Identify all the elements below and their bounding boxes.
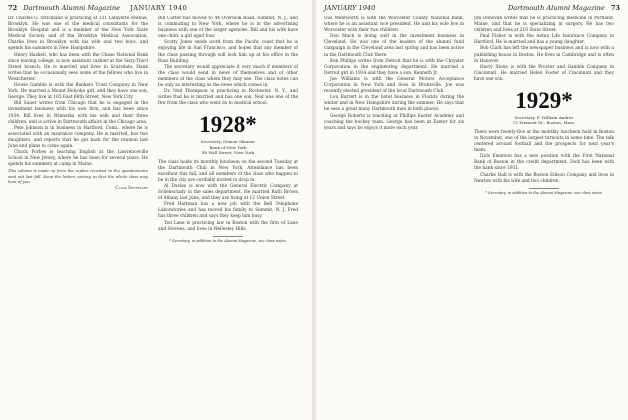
paragraph: The class holds its monthly luncheon on the second Tuesday at the Dartmouth Club in New York. Attendance has been excellent this fall, and all members of the class who happen to be in the city are cordially invited to drop in. [158,159,298,183]
paragraph: Bob Clark has left the newspaper business and is now with a publishing house in Boston. He lives in Cambridge and is often in Hanover. [474,46,614,64]
footnote: * Secretary, in addition to the Alumni Magazine, see class notes. [169,238,287,243]
paragraph: Don Mack is doing well in the investment business in Cleveland. He was one of the leaders of the alumni fund campaign in the Cleveland area last spring and has been active in the Dartmouth Club there. [324,34,464,58]
page-number: 73 [610,4,620,12]
running-head-right [324,4,375,12]
paragraph: Bill Carter has moved to 44 Overlook Road, Summit, N. J., and is commuting to New York, where he is in the advertising business with one of the larger agencies. Bill and his wife have one child, a girl aged four. [158,16,298,40]
secretary-address-2: 48 Wall Street, New York [201,150,255,156]
right-column-1 [324,16,464,195]
paragraph: Fred Hartman has a new job with the Bell Telephone Laboratories and has moved his family to Summit, N. J. Fred has three children and says they keep him busy. [158,202,298,220]
publication-title: Dartmouth Alumni Magazine [23,4,121,12]
paragraph: Chuck Forbes is teaching English at the Lawrenceville School in New Jersey, where he has been for several years. He spends his summers at camp in Maine. [8,150,148,168]
issue-date: JANUARY 1940 [130,4,188,12]
paragraph: Dick Emerson has a new position with the First National Bank of Boston in the credit department. Dick has been with the bank since 1931. [474,154,614,172]
secretary-address-1: 73 Tremont St., Boston, Mass. [512,120,576,126]
paragraph: George Roberts is teaching at Phillips Exeter Academy and coaching the hockey team. George has been at Exeter for six years and says he enjoys it more each year. [324,113,464,131]
left-column-1 [8,16,148,244]
paragraph: Joe Williams is with the General Motors Acceptance Corporation in New York and lives in Bronxville. Joe was recently elected president of the local Dartmouth Club. [324,76,464,95]
paragraph: Henry Haskell, who has been with the Chase National Bank since leaving college, is now assistant cashier at the Sixty-Third Street branch. He is married and lives in Scarsdale; Hank writes that he occasionally sees some of the fellows who live in Westchester. [8,52,148,82]
paragraph: Dr. Charles G. Strickland is practicing at 131 Lafayette Avenue, Brooklyn. He was one of the medical consultants for the Brooklyn Hospital and is a member of the New York State Medical Society and of the Brooklyn Medical Association. Charlie lives in Brooklyn with his wife and two boys, and spends his summers in New Hampshire. [8,16,148,52]
paragraph: There were twenty-five at the monthly luncheon held in Boston in November, one of the largest turnouts in some time. The talk centered around football and the prospects for next year's team. [474,129,614,154]
class-year-heading: 1929* [515,88,573,114]
running-head-left [8,4,187,12]
paragraph: Lou Barrett is in the hotel business in Florida during the winter and in New Hampshire during the summer. He says that he sees a great many Dartmouth men in both places. [324,95,464,113]
secretary-info [158,139,298,155]
paragraph: Bill Sauer writes from Chicago that he is engaged in the investment business with his own firm, and has been since 1934. Bill lives in Winnetka with his wife and their three children, and is active in Dartmouth affairs in the Chicago area. [8,101,148,125]
running-head-right-title [508,4,620,12]
editor-note: This column is made up from the replies received to the questionnaire sent out last fall. Keep the letters coming so that the whole class may hear of you. [8,168,148,184]
footnote: * Secretary, in addition to the Alumni Magazine, see class notes. [485,190,603,195]
paragraph: Scotty Jones sends word from the Pacific coast that he is enjoying life in San Francisco, and hopes that any member of the class passing through will look him up at his office in the Russ Building. [158,40,298,64]
paragraph: Ken Phillips writes from Detroit that he is with the Chrysler Corporation in the engineering department. He married a Detroit girl in 1934 and they have a son, Kenneth Jr. [324,58,464,76]
publication-title: Dartmouth Alumni Magazine [507,4,605,12]
right-column-2 [474,16,614,195]
issue-date: JANUARY 1940 [324,4,376,12]
paragraph: Jim Donovan writes that he is practicing medicine in Portland, Maine, and that he is specializing in surgery. He has two children and lives at 210 State Street. [474,16,614,34]
paragraph: Howie Gamble is with the Bankers Trust Company in New York. He married a Mount Holyoke girl, and they have one son, George. They live at 165 East 66th Street, New York City. [8,83,148,101]
paragraph: The secretary would appreciate it very much if members of the class would send in news of themselves and of other members of the class whom they may see. The class notes can be only as interesting as the news which comes in. [158,64,298,89]
class-year-heading: 1928* [199,112,257,138]
secretary-info [474,115,614,126]
signature: Class Secretary [115,184,148,190]
secretary-name: Secretary, F. William Andres [514,115,574,121]
page-number: 72 [8,4,18,12]
left-page [0,0,312,420]
secretary-name: Secretary, Osmun Skinner [200,139,256,145]
paragraph: Paul Fisher is with the Aetna Life Insurance Company in Hartford. He is married and has a young daughter. [474,34,614,46]
paragraph: Charlie Hall is with the Boston Edison Company and lives in Newton with his wife and two children. [474,172,614,184]
paragraph: Ted Lane is practicing law in Boston with the firm of Lane and Stevens, and lives in Wellesley Hills. [158,220,298,232]
right-page [316,0,628,420]
paragraph: Gus Wentworth is with the Worcester County National Bank, where he is an assistant vice president. He and his wife live in Worcester with their two children. [324,16,464,34]
left-column-2 [158,16,298,244]
footnote-rule [529,188,559,189]
paragraph: Al Davies is now with the General Electric Company at Schenectady in the sales department. He married Ruth Brown of Albany last June, and they are living at 12 Union Street. [158,184,298,202]
paragraph: Pete Johnson is in business in Hartford, Conn., where he is associated with an insurance company. He is married, has two daughters, and reports that he got back for the reunion last June and plans to come again. [8,125,148,149]
footnote-rule [213,236,243,237]
paragraph: Harry Stone is with the Procter and Gamble Company in Cincinnati. He married Helen Foster of Cincinnati and they have one son. [474,64,614,82]
paragraph: Dr. Ned Thompson is practicing in Rochester, N. Y., and writes that he is married and has one son. Ned was one of the few from the class who went on to medical school. [158,89,298,107]
secretary-address-1: Bank of New York [209,144,247,150]
